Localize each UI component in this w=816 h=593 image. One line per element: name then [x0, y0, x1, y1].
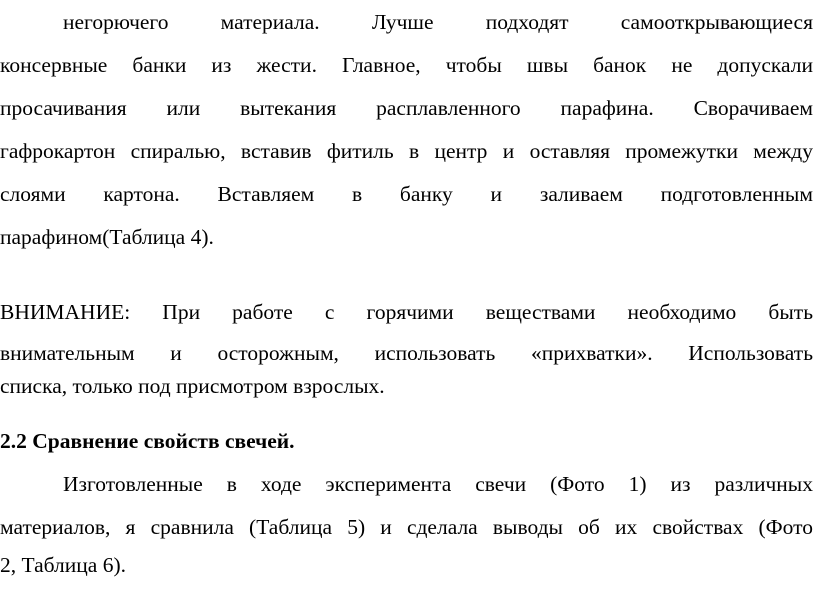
paragraph-line: гафрокартон спиралью, вставив фитиль в центр и оставляя промежутки между [0, 139, 813, 163]
warning-line: списка, только под присмотром взрослых. [0, 374, 385, 398]
paragraph-line: негорючего материала. Лучше подходят самооткрывающиеся [63, 10, 813, 34]
section-line: Изготовленные в ходе эксперимента свечи (Фото 1) из различных [63, 472, 813, 496]
paragraph-line: консервные банки из жести. Главное, чтобы швы банок не допускали [0, 53, 813, 77]
warning-line: внимательным и осторожным, использовать «прихватки». Использовать [0, 341, 813, 365]
section-line: 2, Таблица 6). [0, 553, 126, 577]
section-line: материалов, я сравнила (Таблица 5) и сделала выводы об их свойствах (Фото [0, 515, 813, 539]
paragraph-line: слоями картона. Вставляем в банку и заливаем подготовленным [0, 182, 813, 206]
paragraph-line: просачивания или вытекания расплавленного парафина. Сворачиваем [0, 96, 813, 120]
warning-line: ВНИМАНИЕ: При работе с горячими веществами необходимо быть [0, 300, 813, 324]
section-heading: 2.2 Сравнение свойств свечей. [0, 429, 295, 453]
paragraph-line: парафином(Таблица 4). [0, 225, 214, 249]
